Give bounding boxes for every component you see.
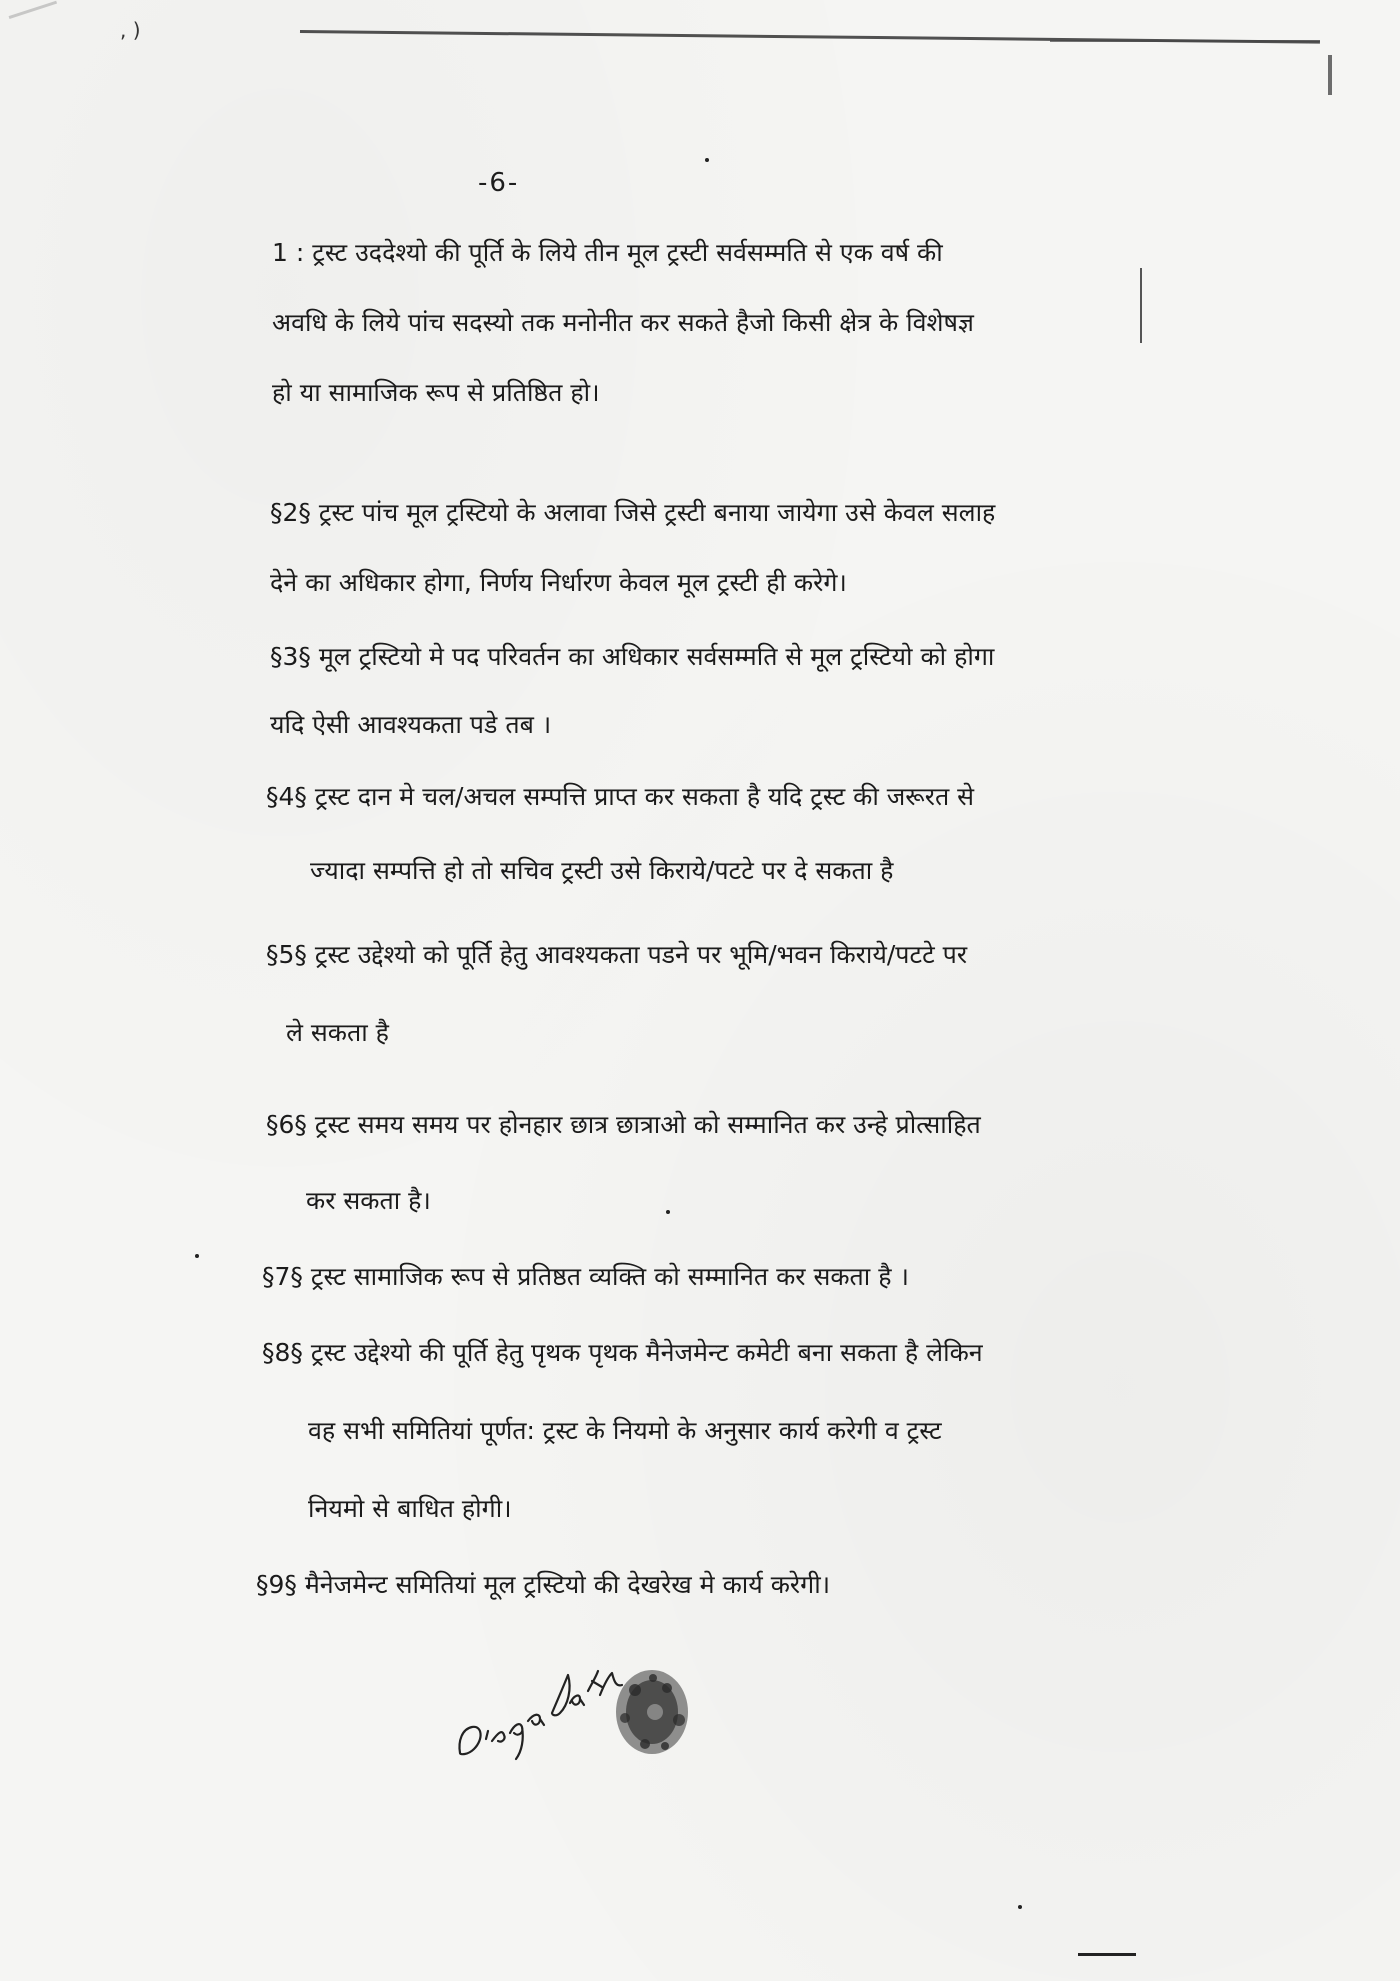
paragraph-3-line-1: §3§ मूल ट्रस्टियो मे पद परिवर्तन का अधिकार सर्वसम्मति से मूल ट्रस्टियो को होगा [270,642,995,671]
scan-speck [195,1254,199,1258]
margin-bracket [1140,268,1142,343]
scan-speck [666,1210,670,1214]
stamp-seal [605,1660,700,1765]
page-number: -6- [478,168,520,198]
paragraph-2-line-1: §2§ ट्रस्ट पांच मूल ट्रस्टियो के अलावा जिसे ट्रस्टी बनाया जायेगा उसे केवल सलाह [270,498,996,527]
paragraph-6-line-1: §6§ ट्रस्ट समय समय पर होनहार छात्र छात्राओ को सम्मानित कर उन्हे प्रोत्साहित [266,1110,981,1139]
paragraph-5-line-1: §5§ ट्रस्ट उद्देश्यो को पूर्ति हेतु आवश्यकता पडने पर भूमि/भवन किराये/पटटे पर [266,940,968,969]
paragraph-9-line-1: §9§ मैनेजमेन्ट समितियां मूल ट्रस्टियो की देखरेख मे कार्य करेगी। [256,1570,831,1599]
scan-speck [1018,1905,1022,1909]
paragraph-7-line-1: §7§ ट्रस्ट सामाजिक रूप से प्रतिष्ठत व्यक्ति को सम्मानित कर सकता है । [262,1262,909,1291]
top-rule-line-right [1050,40,1320,42]
right-edge-mark [1328,55,1332,95]
scan-corner-artifact [9,1,62,33]
paragraph-1-line-1: 1 : ट्रस्ट उददेश्यो की पूर्ति के लिये तीन मूल ट्रस्टी सर्वसम्मति से एक वर्ष की [272,238,943,267]
paragraph-8-line-2: वह सभी समितियां पूर्णत: ट्रस्ट के नियमो के अनुसार कार्य करेगी व ट्रस्ट [308,1416,942,1445]
scan-speck [705,158,709,162]
paragraph-5-line-2: ले सकता है [286,1018,389,1047]
paragraph-6-line-2: कर सकता है। [306,1186,431,1215]
paragraph-4-line-2: ज्यादा सम्पत्ति हो तो सचिव ट्रस्टी उसे किराये/पटटे पर दे सकता है [310,856,894,885]
paragraph-1-line-3: हो या सामाजिक रूप से प्रतिष्ठित हो। [272,378,600,407]
paragraph-1-line-2: अवधि के लिये पांच सदस्यो तक मनोनीत कर सकते हैजो किसी क्षेत्र के विशेषज्ञ [272,308,974,337]
paragraph-4-line-1: §4§ ट्रस्ट दान मे चल/अचल सम्पत्ति प्राप्त कर सकता है यदि ट्रस्ट की जरूरत से [266,782,975,811]
paragraph-3-line-2: यदि ऐसी आवश्यकता पडे तब । [270,710,552,739]
scan-corner-glyph: , ) [120,18,141,42]
paragraph-2-line-2: देने का अधिकार होगा, निर्णय निर्धारण केवल मूल ट्रस्टी ही करेगे। [270,568,847,597]
paragraph-8-line-3: नियमो से बाधित होगी। [308,1494,512,1523]
paragraph-8-line-1: §8§ ट्रस्ट उद्देश्यो की पूर्ति हेतु पृथक पृथक मैनेजमेन्ट कमेटी बना सकता है लेकिन [262,1338,983,1367]
bottom-rule-line [1078,1953,1136,1956]
